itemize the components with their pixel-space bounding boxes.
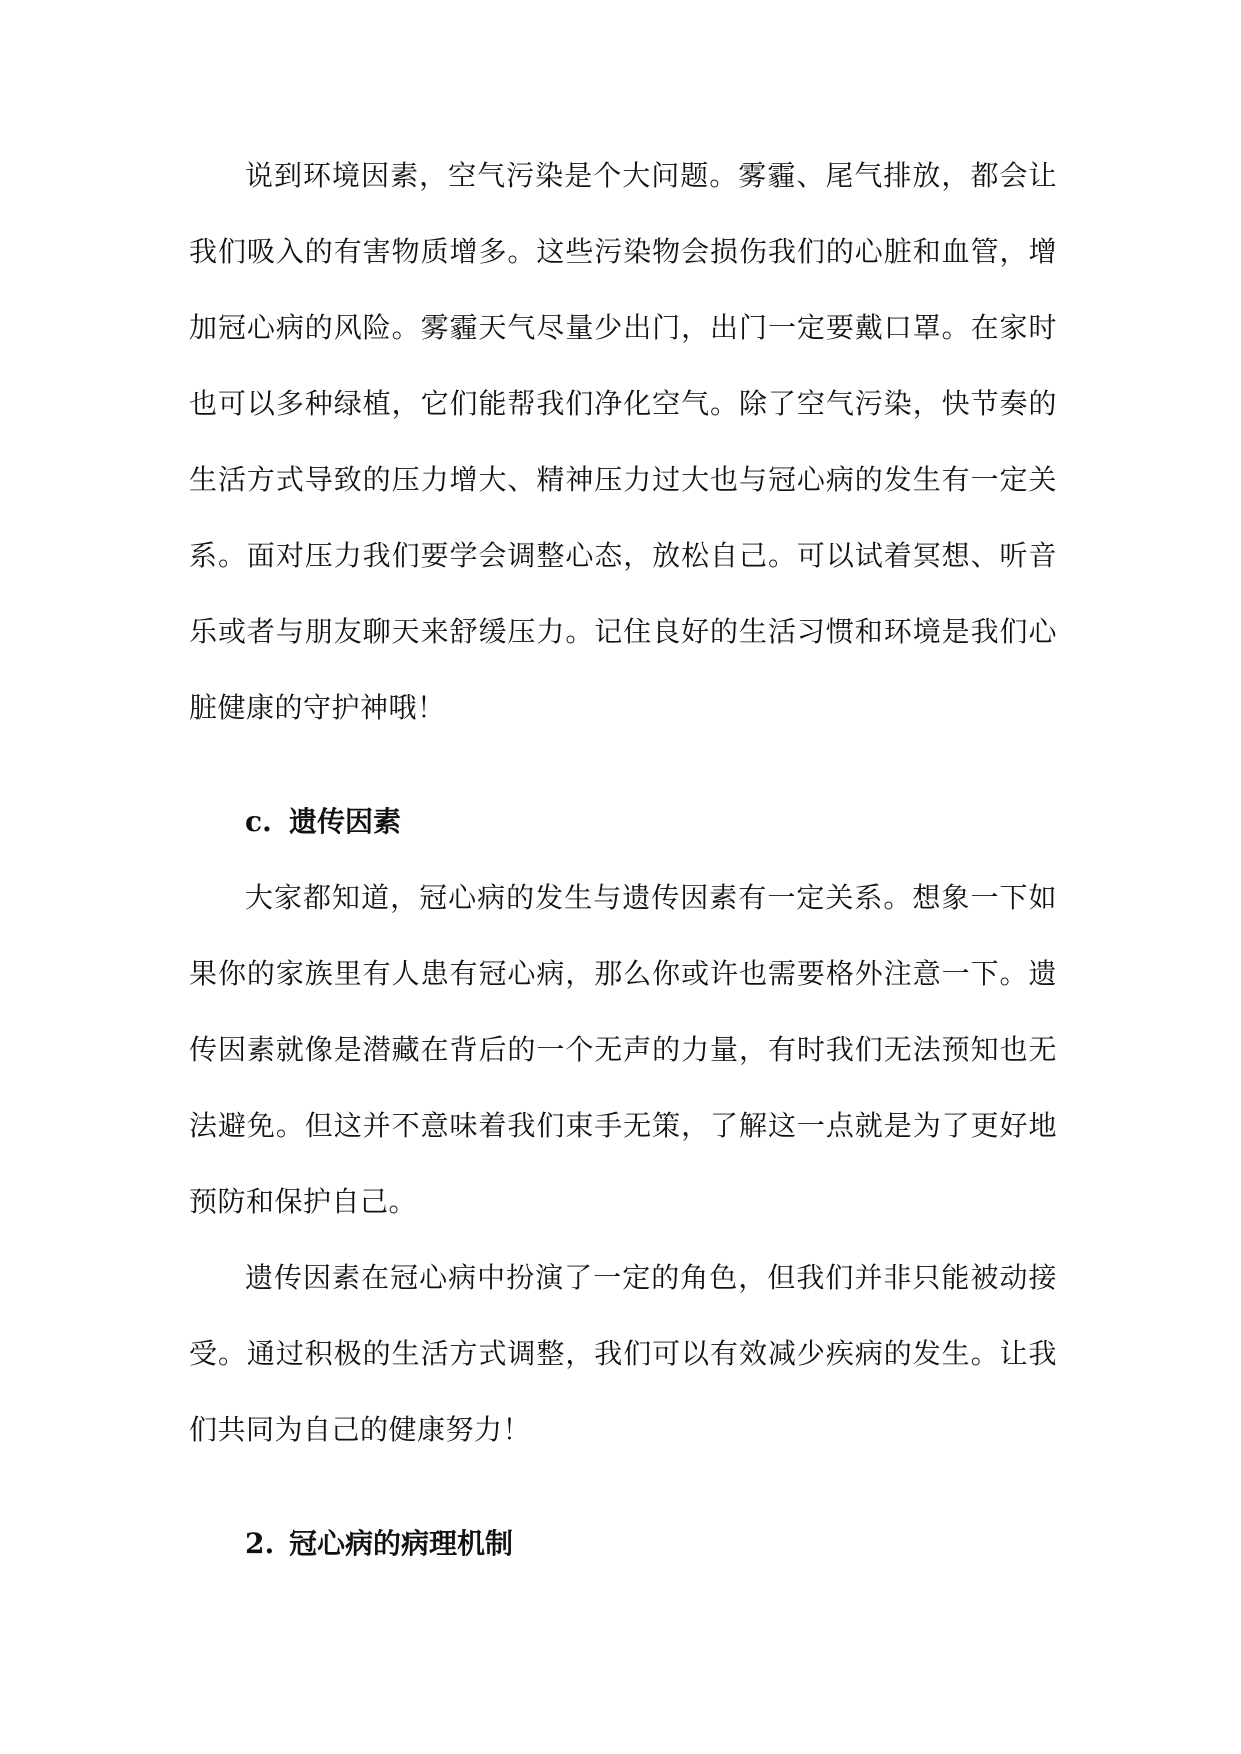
paragraph-environment: 说到环境因素，空气污染是个大问题。雾霾、尾气排放，都会让我们吸入的有害物质增多。这些污染物会损伤我们的心脏和血管，增加冠心病的风险。雾霾天气尽量少出门，出门一定要戴口罩。在家时也可以多种绿植，它们能帮我们净化空气。除了空气污染，快节奏的生活方式导致的压力增大、精神压力过大也与冠心病的发生有一定关系。面对压力我们要学会调整心态，放松自己。可以试着冥想、听音乐或者与朋友聊天来舒缓压力。记住良好的生活习惯和环境是我们心脏健康的守护神哦！	[189, 159, 1057, 724]
section-heading-title: 遗传因素	[289, 805, 402, 838]
chapter-heading-title: 冠心病的病理机制	[289, 1527, 514, 1560]
chapter-heading-pathology	[189, 1506, 1057, 1582]
paragraph-genetic-intro: 大家都知道，冠心病的发生与遗传因素有一定关系。想象一下如果你的家族里有人患有冠心病，那么你或许也需要格外注意一下。遗传因素就像是潜藏在背后的一个无声的力量，有时我们无法预知也无法避免。但这并不意味着我们束手无策，了解这一点就是为了更好地预防和保护自己。	[189, 881, 1057, 1218]
paragraph-genetic-role: 遗传因素在冠心病中扮演了一定的角色，但我们并非只能被动接受。通过积极的生活方式调整，我们可以有效减少疾病的发生。让我们共同为自己的健康努力！	[189, 1261, 1057, 1446]
section-spacer	[189, 746, 1057, 784]
chapter-heading-number: 2.	[245, 1527, 275, 1560]
section-spacer	[189, 1468, 1057, 1506]
section-heading-genetic	[189, 784, 1057, 860]
document-body	[189, 138, 1057, 1582]
section-heading-number: c.	[245, 805, 272, 838]
